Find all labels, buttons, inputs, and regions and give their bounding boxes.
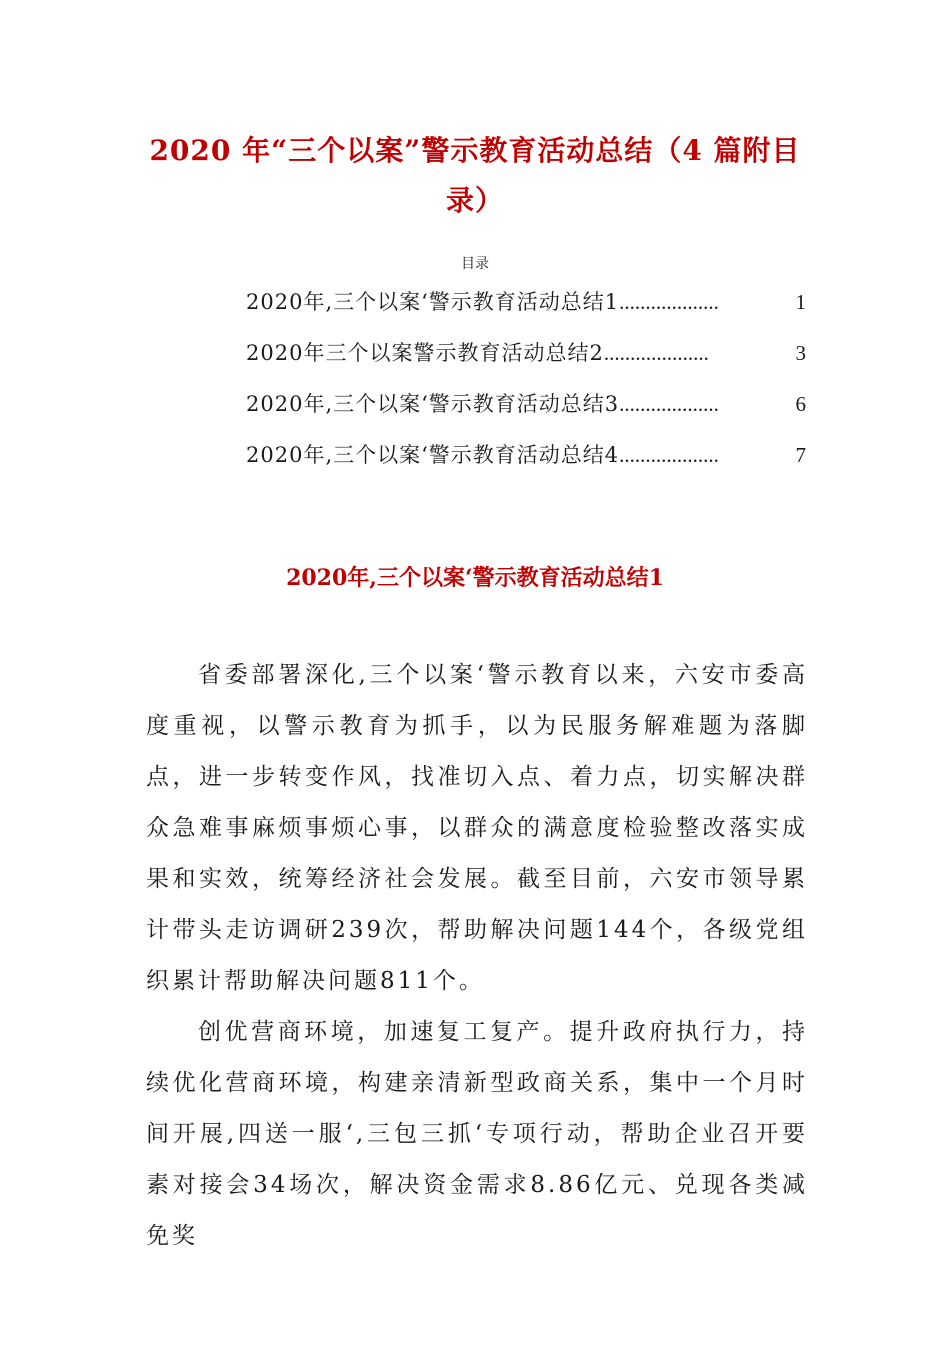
toc-leader-dots: ....................	[603, 341, 709, 365]
toc-entry-text: 2020年,三个以案‘警示教育活动总结1	[246, 290, 620, 314]
toc-heading: 目录	[461, 256, 489, 272]
body-paragraph: 省委部署深化,三个以案‘警示教育以来，六安市委高度重视，以警示教育为抓手，以为民服务解难题为落脚点，进一步转变作风，找准切入点、着力点，切实解决群众急难事麻烦事烦心事，以群众的满意度检验整改落实成果和实效，统筹经济社会发展。截至目前，六安市领导累计带头走访调研239次，帮助解决问题144个，各级党组织累计帮助解决问题811个。	[146, 662, 808, 994]
toc-leader-dots: ...................	[619, 443, 719, 467]
toc-page-number: 1	[795, 290, 806, 314]
body-paragraph: 创优营商环境，加速复工复产。提升政府执行力，持续优化营商环境，构建亲清新型政商关系，集中一个月时间开展,四送一服‘,三包三抓‘专项行动，帮助企业召开要素对接会34场次，解决资金需求8.86亿元、兑现各类减免奖	[146, 1019, 808, 1249]
toc-page-number: 6	[795, 392, 806, 416]
toc-entry-text: 2020年三个以案警示教育活动总结2	[246, 341, 604, 365]
toc-entry[interactable]	[246, 437, 806, 488]
toc-leader-dots: ...................	[619, 392, 719, 416]
toc-entry[interactable]	[246, 335, 806, 386]
toc-entry-text: 2020年,三个以案‘警示教育活动总结3	[246, 392, 620, 416]
section-title: 2020年,三个以案‘警示教育活动总结1	[286, 565, 664, 591]
toc-entry[interactable]	[246, 386, 806, 437]
toc-page-number: 7	[795, 443, 806, 467]
table-of-contents	[246, 284, 806, 488]
toc-entry[interactable]	[246, 284, 806, 335]
toc-leader-dots: ...................	[619, 290, 719, 314]
body-text	[146, 650, 808, 1262]
document-title: 2020 年“三个以案”警示教育活动总结（4 篇附目录）	[149, 134, 801, 217]
toc-entry-text: 2020年,三个以案‘警示教育活动总结4	[246, 443, 620, 467]
toc-page-number: 3	[795, 341, 806, 365]
